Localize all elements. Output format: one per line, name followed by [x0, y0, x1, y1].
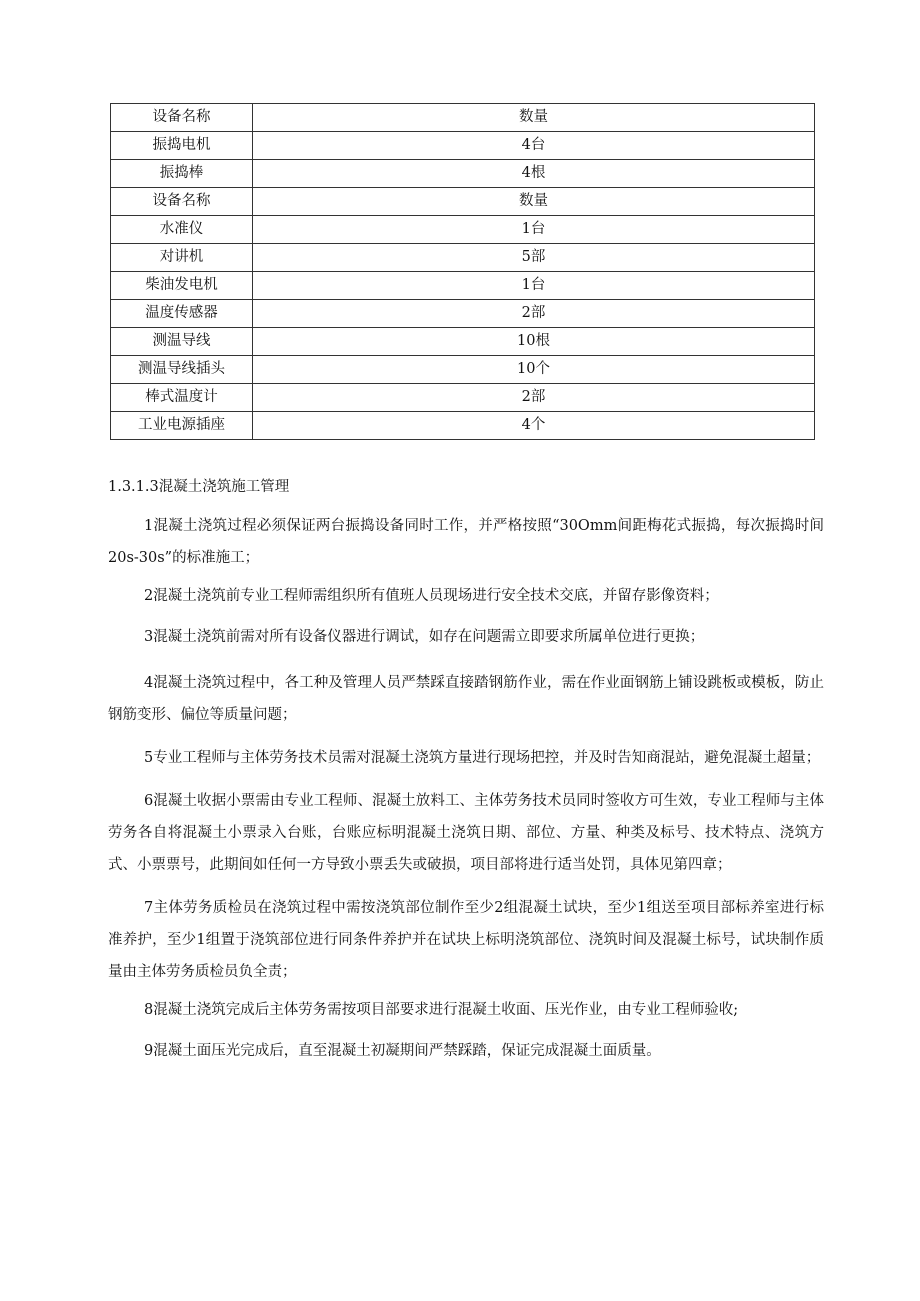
equipment-qty-cell: 1台	[253, 216, 815, 244]
paragraph-6: 6混凝土收据小票需由专业工程师、混凝土放料工、主体劳务技术员同时签收方可生效，专业工程师与主体劳务各自将混凝土小票录入台账，台账应标明混凝土浇筑日期、部位、方量、种类及标号、技术特点、浇筑方式、小票票号，此期间如任何一方导致小票丢失或破损，项目部将进行适当处罚，具体见第四章；	[108, 793, 824, 873]
equipment-name-cell: 对讲机	[111, 244, 253, 272]
equipment-qty-cell: 2部	[253, 300, 815, 328]
table-row	[111, 244, 815, 272]
equipment-name-cell: 温度传感器	[111, 300, 253, 328]
equipment-name-cell: 测温导线插头	[111, 356, 253, 384]
equipment-name-cell: 水准仪	[111, 216, 253, 244]
equipment-qty-cell: 10个	[253, 356, 815, 384]
section-heading: 1.3.1.3混凝土浇筑施工管理	[108, 479, 290, 495]
table-row	[111, 272, 815, 300]
paragraph-4: 4混凝土浇筑过程中，各工种及管理人员严禁踩直接踏钢筋作业，需在作业面钢筋上铺设跳板或模板，防止钢筋变形、偏位等质量问题；	[108, 675, 824, 723]
paragraph-3: 3混凝土浇筑前需对所有设备仪器进行调试，如存在问题需立即要求所属单位进行更换；	[144, 629, 705, 645]
equipment-qty-cell: 1台	[253, 272, 815, 300]
table-row	[111, 356, 815, 384]
equipment-name-cell: 振捣棒	[111, 160, 253, 188]
equipment-name-cell: 振捣电机	[111, 132, 253, 160]
equipment-name-cell: 柴油发电机	[111, 272, 253, 300]
equipment-qty-cell: 4个	[253, 412, 815, 440]
equipment-name-cell: 棒式温度计	[111, 384, 253, 412]
table-row	[111, 412, 815, 440]
section-body	[108, 476, 824, 1081]
table-row	[111, 328, 815, 356]
equipment-name-cell: 设备名称	[111, 104, 253, 132]
paragraph-1: 1混凝土浇筑过程必须保证两台振捣设备同时工作，并严格按照“30Omm间距梅花式振捣，每次振捣时间20s-30s”的标准施工；	[108, 518, 824, 566]
table-row	[111, 160, 815, 188]
table-row	[111, 104, 815, 132]
equipment-qty-cell: 5部	[253, 244, 815, 272]
paragraph-8: 8混凝土浇筑完成后主体劳务需按项目部要求进行混凝土收面、压光作业，由专业工程师验收;	[144, 1002, 739, 1018]
equipment-name-cell: 工业电源插座	[111, 412, 253, 440]
equipment-qty-cell: 10根	[253, 328, 815, 356]
paragraph-9: 9混凝土面压光完成后，直至混凝土初凝期间严禁踩踏，保证完成混凝土面质量。	[144, 1043, 661, 1059]
table-row	[111, 384, 815, 412]
equipment-qty-cell: 数量	[253, 104, 815, 132]
equipment-qty-cell: 4台	[253, 132, 815, 160]
equipment-qty-cell: 数量	[253, 188, 815, 216]
equipment-qty-cell: 2部	[253, 384, 815, 412]
equipment-name-cell: 测温导线	[111, 328, 253, 356]
equipment-qty-cell: 4根	[253, 160, 815, 188]
table-row	[111, 300, 815, 328]
table-row	[111, 188, 815, 216]
paragraph-2: 2混凝土浇筑前专业工程师需组织所有值班人员现场进行安全技术交底，并留存影像资料；	[144, 588, 719, 604]
table-row	[111, 132, 815, 160]
paragraph-7: 7主体劳务质检员在浇筑过程中需按浇筑部位制作至少2组混凝土试块，至少1组送至项目部标养室进行标准养护，至少1组置于浇筑部位进行同条件养护并在试块上标明浇筑部位、浇筑时间及混凝土标号，试块制作质量由主体劳务质检员负全责；	[108, 900, 824, 980]
table-row	[111, 216, 815, 244]
equipment-table	[110, 103, 815, 440]
paragraph-5: 5专业工程师与主体劳务技术员需对混凝土浇筑方量进行现场把控，并及时告知商混站，避免混凝土超量；	[144, 750, 821, 766]
equipment-name-cell: 设备名称	[111, 188, 253, 216]
equipment-table-body	[111, 104, 815, 440]
